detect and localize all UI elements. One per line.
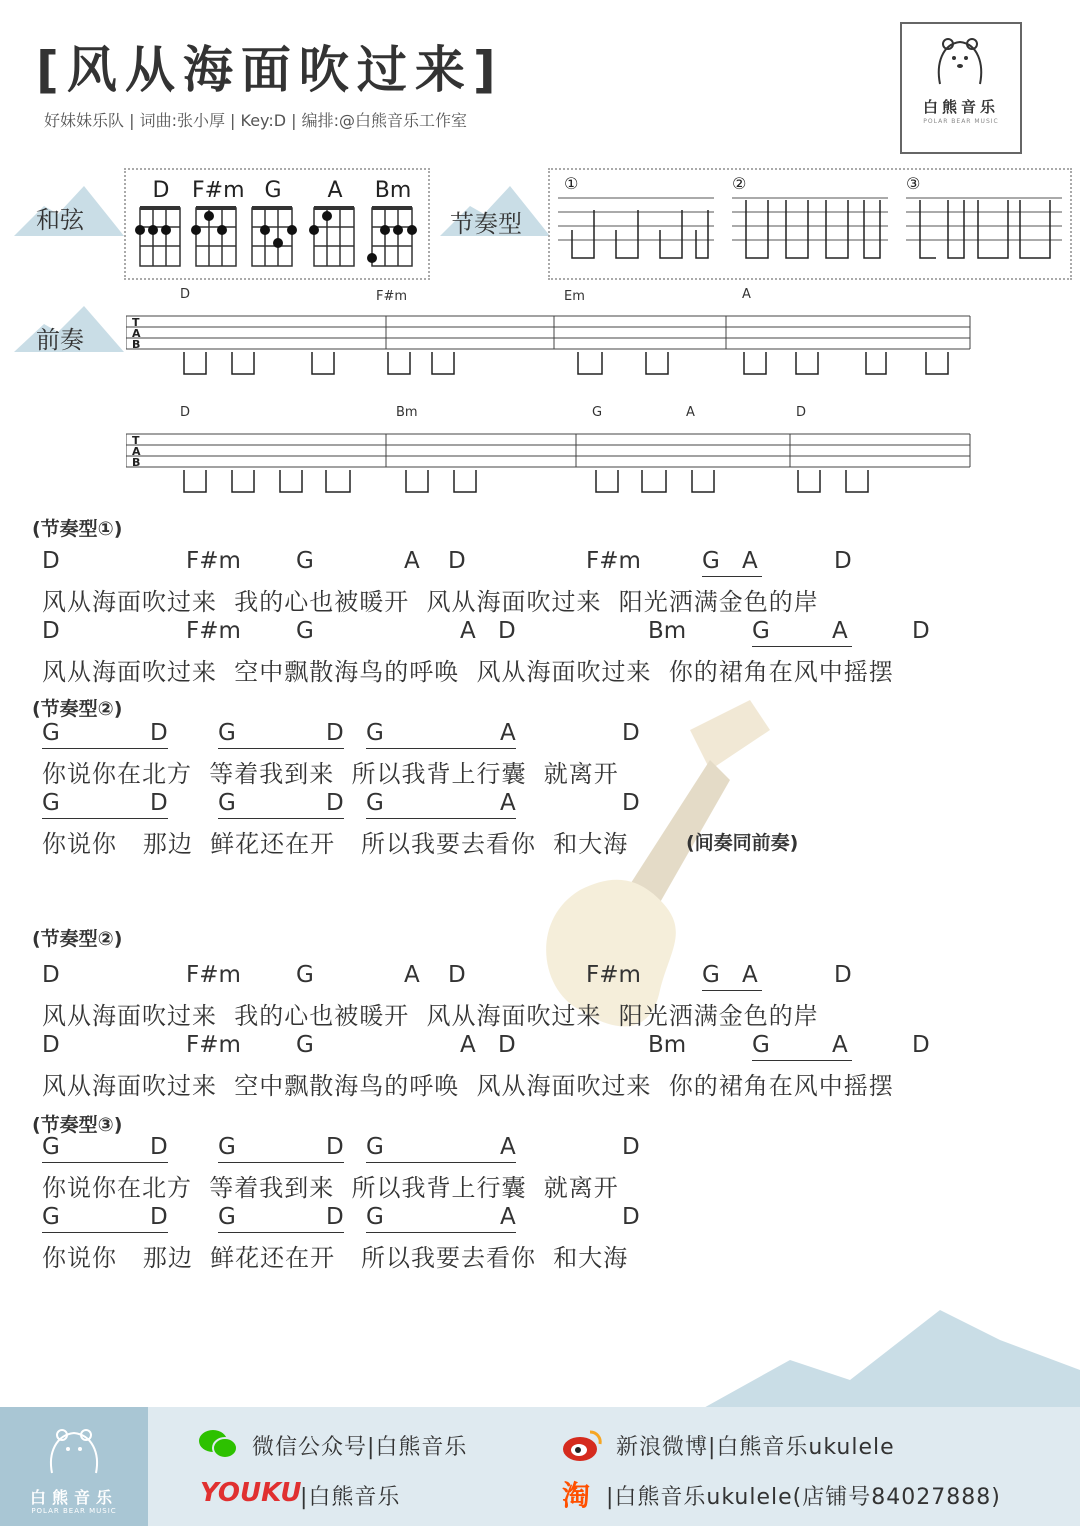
tab-chord-label: D — [796, 405, 807, 420]
wechat-link[interactable]: 微信公众号|白熊音乐 — [252, 1435, 468, 1460]
chord-name: A — [327, 178, 343, 203]
taobao-link[interactable]: |白熊音乐ukulele(店铺号84027888) — [606, 1485, 1001, 1510]
tab-chord-label: D — [180, 405, 191, 420]
weibo-link[interactable]: 新浪微博|白熊音乐ukulele — [616, 1435, 895, 1460]
weibo-icon — [562, 1428, 604, 1462]
lyric-line: 你说你 那边 鲜花还在开 所以我要去看你 和大海 — [42, 830, 629, 858]
section-label: (节奏型①) — [32, 518, 123, 540]
rhythm-number: ③ — [906, 174, 921, 193]
chord-name: F#m — [192, 178, 245, 203]
rhythm-label: 节奏型 — [450, 210, 522, 238]
lyric-line: 风从海面吹过来 空中飘散海鸟的呼唤 风从海面吹过来 你的裙角在风中摇摆 — [42, 658, 894, 686]
logo-cn-text: 白熊音乐 — [922, 98, 999, 116]
tab-chord-label: Bm — [396, 405, 418, 420]
intro-tab-row2 — [126, 404, 972, 504]
chord-name: D — [152, 178, 170, 203]
tab-chord-label: A — [686, 405, 695, 420]
chorus-block-1: G D G D G A D 你说你在北方 等着我到来 所以我背上行囊 就离开 G D G D G A D 你说你 那边 鲜花还在开 所以我要去看你 和大海 — [42, 720, 640, 858]
lyric-line: 风从海面吹过来 我的心也被暖开 风从海面吹过来 阳光洒满金色的岸 — [42, 1002, 819, 1030]
intro-label: 前奏 — [36, 326, 84, 354]
tab-letter: B — [132, 456, 141, 469]
page-title: [风从海面吹过来] — [36, 41, 504, 99]
chord-grid-graphics — [126, 170, 428, 278]
rhythm-number: ② — [732, 174, 747, 193]
rhythm-graphics — [550, 170, 1070, 278]
polar-bear-icon — [0, 1407, 148, 1487]
wechat-icon — [198, 1428, 238, 1460]
interlude-note: (间奏同前奏) — [686, 832, 799, 854]
chord-name: Bm — [374, 178, 412, 203]
tab-letter: A — [132, 445, 141, 458]
lyric-line: 你说你在北方 等着我到来 所以我背上行囊 就离开 — [42, 760, 619, 788]
logo-en-text: POLAR BEAR MUSIC — [923, 118, 999, 125]
tab-chord-label: Em — [564, 289, 585, 304]
song-credits: 好妹妹乐队 | 词曲:张小厚 | Key:D | 编排:@白熊音乐工作室 — [44, 111, 468, 130]
youku-icon: YOUKU — [200, 1478, 302, 1508]
chords-label: 和弦 — [36, 206, 84, 234]
chord-name: G — [264, 178, 282, 203]
section-label: (节奏型③) — [32, 1114, 123, 1136]
lyric-line: 你说你在北方 等着我到来 所以我背上行囊 就离开 — [42, 1174, 619, 1202]
footer-logo-en: POLAR BEAR MUSIC — [31, 1507, 117, 1515]
footer-logo — [0, 1407, 148, 1526]
section-label: (节奏型②) — [32, 928, 123, 950]
mountain-decoration — [700, 1300, 1080, 1410]
chorus-block-2: G D G D G A D 你说你在北方 等着我到来 所以我背上行囊 就离开 G D G D G A D 你说你 那边 鲜花还在开 所以我要去看你 和大海 — [42, 1134, 640, 1272]
tab-letter: A — [132, 327, 141, 340]
tab-letter: T — [132, 434, 140, 447]
polar-bear-icon — [902, 24, 1020, 94]
rhythm-number: ① — [564, 174, 579, 193]
tab-letter: T — [132, 316, 140, 329]
lyric-line: 你说你 那边 鲜花还在开 所以我要去看你 和大海 — [42, 1244, 629, 1272]
tab-chord-label: A — [742, 287, 751, 302]
rhythm-patterns — [548, 168, 1072, 280]
taobao-icon: 淘 — [562, 1479, 591, 1512]
section-label: (节奏型②) — [32, 698, 123, 720]
tab-chord-label: F#m — [376, 289, 408, 304]
intro-tab-row1 — [126, 286, 972, 386]
tab-letter: B — [132, 338, 141, 351]
brand-logo — [900, 22, 1022, 154]
lyric-line: 风从海面吹过来 我的心也被暖开 风从海面吹过来 阳光洒满金色的岸 — [42, 588, 819, 616]
verse-block-1: D F#m G A D F#m G A D 风从海面吹过来 我的心也被暖开 风从海面吹过来 阳光洒满金色的岸 D F#m G A D Bm G A D 风从海面吹过来 空中飘散海鸟的呼唤 风从海面吹过来 你的裙角在风中摇摆 — [42, 548, 930, 686]
tab-chord-label: D — [180, 287, 191, 302]
youku-link[interactable]: |白熊音乐 — [300, 1485, 401, 1510]
chord-diagrams — [124, 168, 430, 280]
footer-logo-cn: 白熊音乐 — [29, 1488, 118, 1507]
lyric-line: 风从海面吹过来 空中飘散海鸟的呼唤 风从海面吹过来 你的裙角在风中摇摆 — [42, 1072, 894, 1100]
verse-block-2: D F#m G A D F#m G A D 风从海面吹过来 我的心也被暖开 风从海面吹过来 阳光洒满金色的岸 D F#m G A D Bm G A D 风从海面吹过来 空中飘散海鸟的呼唤 风从海面吹过来 你的裙角在风中摇摆 — [42, 962, 930, 1100]
tab-chord-label: G — [592, 405, 603, 420]
